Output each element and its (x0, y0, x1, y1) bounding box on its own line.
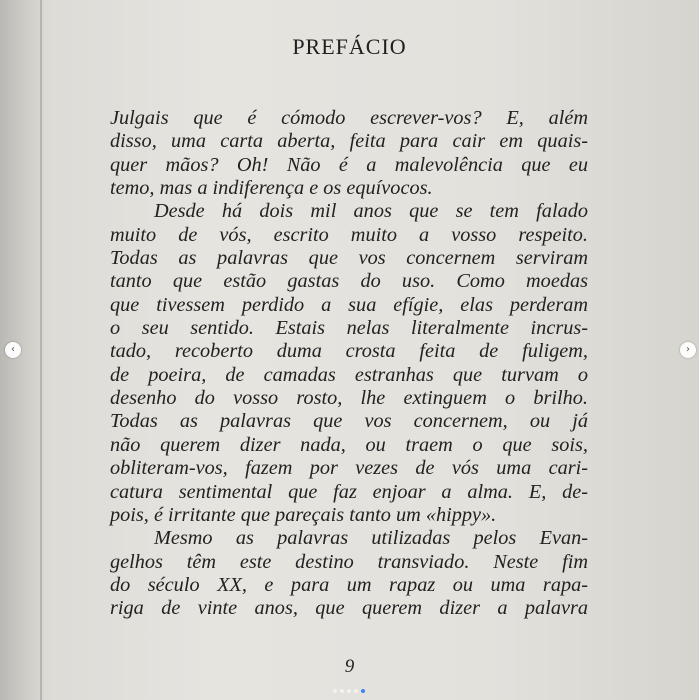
text-line: obliteram-vos, fazem por vezes de vós uma cari- (110, 457, 588, 480)
text-line: catura sentimental que faz enjoar a alma. E, de- (110, 480, 588, 503)
text-line: quer mãos? Oh! Não é a malevolência que eu (110, 153, 588, 176)
text-line: Mesmo as palavras utilizadas pelos Evan- (154, 527, 588, 550)
text-line: Todas as palavras que vos concernem, ou já (110, 410, 588, 433)
text-line: gelhos têm este destino transviado. Neste fim (110, 550, 588, 573)
text-line: do século XX, e para um rapaz ou uma rapa- (110, 573, 588, 596)
text-line: Julgais que é cómodo escrever-vos? E, além (110, 107, 588, 129)
paragraph-1 (110, 107, 588, 177)
page-number: 9 (344, 656, 355, 677)
text-line: riga de vinte anos, que querem dizer a palavra (110, 597, 588, 620)
text-line: Todas as palavras que vos concernem serviram (110, 247, 588, 270)
carousel-dot[interactable] (354, 689, 358, 693)
text-line: tado, recoberto duma crosta feita de fuligem, (110, 340, 588, 363)
paragraph-2 (110, 200, 588, 223)
text-line: pois, é irritante que pareçais tanto um «hippy». (110, 503, 497, 526)
gutter-shadow (40, 0, 42, 700)
chevron-right-icon[interactable]: › (680, 342, 696, 358)
text-line: disso, uma carta aberta, feita para cair em quais- (110, 130, 588, 153)
carousel-dots (333, 689, 365, 695)
text-line: temo, mas a indiferença e os equívocos. (110, 177, 433, 200)
body-text (110, 107, 588, 621)
carousel-dot[interactable] (347, 689, 351, 693)
text-line: desenho do vosso rosto, lhe extinguem o brilho. (110, 387, 588, 410)
paragraph-3 (110, 527, 588, 550)
text-line: de poeira, de camadas estranhas que turvam o (110, 363, 588, 386)
chevron-left-icon[interactable]: ‹ (5, 342, 21, 358)
text-line: não querem dizer nada, ou traem o que sois, (110, 433, 588, 456)
paragraph-2-end (110, 504, 588, 527)
paragraph-2-body (110, 224, 588, 504)
paragraph-1-end (110, 177, 588, 200)
text-line: que tivessem perdido a sua efígie, elas perderam (110, 293, 588, 316)
page-title: PREFÁCIO (292, 34, 407, 59)
carousel-dot[interactable] (361, 689, 365, 693)
text-line: tanto que estão gastas do uso. Como moedas (110, 270, 588, 293)
carousel-dot[interactable] (333, 689, 337, 693)
text-line: Desde há dois mil anos que se tem falado (154, 200, 588, 223)
text-line: muito de vós, escrito muito a vosso respeito. (110, 223, 588, 246)
paragraph-3-body (110, 551, 588, 621)
text-line: o seu sentido. Estais nelas literalmente incrus- (110, 317, 588, 340)
carousel-dot[interactable] (340, 689, 344, 693)
